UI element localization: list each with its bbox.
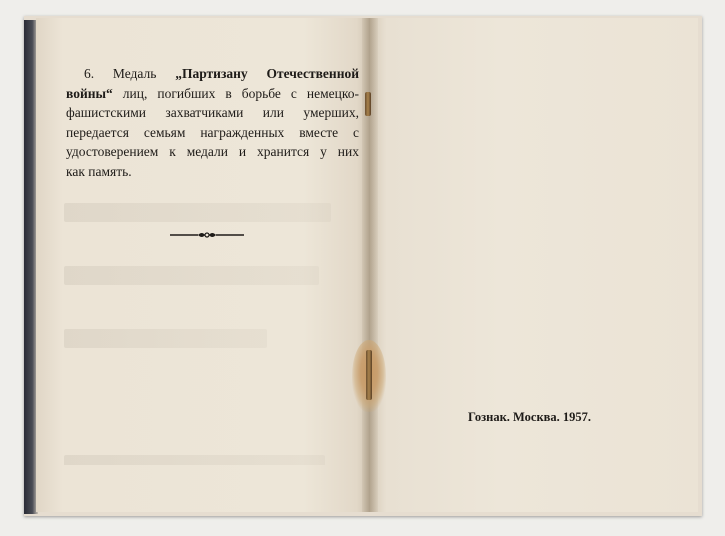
paragraph-line <box>66 123 359 143</box>
staple-top <box>365 92 371 116</box>
medal-paragraph <box>66 64 359 181</box>
right-page <box>370 18 698 512</box>
paragraph-text: лиц, погибших в борьбе с немецко- <box>112 85 359 101</box>
paragraph-text: как память. <box>66 163 132 179</box>
staple-bottom <box>366 350 372 400</box>
paragraph-line <box>66 142 359 162</box>
show-through-texture <box>64 165 354 465</box>
paragraph-line <box>66 84 359 104</box>
paragraph-text: 6. Медаль <box>84 66 176 81</box>
medal-title-text: „Партизану Отечественной <box>175 66 359 81</box>
paragraph-text: передается семьям награжденных вместе с <box>66 124 359 140</box>
paragraph-text: фашистскими захватчиками или умерших, <box>66 105 359 120</box>
paragraph-line <box>66 103 359 123</box>
paragraph-line <box>66 64 359 84</box>
medal-title-text: войны“ <box>66 85 113 101</box>
ornament-divider <box>168 228 246 242</box>
publisher-imprint: Гознак. Москва. 1957. <box>468 410 592 424</box>
paragraph-line <box>66 162 359 182</box>
paragraph-text: удостоверением к медали и хранится у них <box>66 144 359 159</box>
